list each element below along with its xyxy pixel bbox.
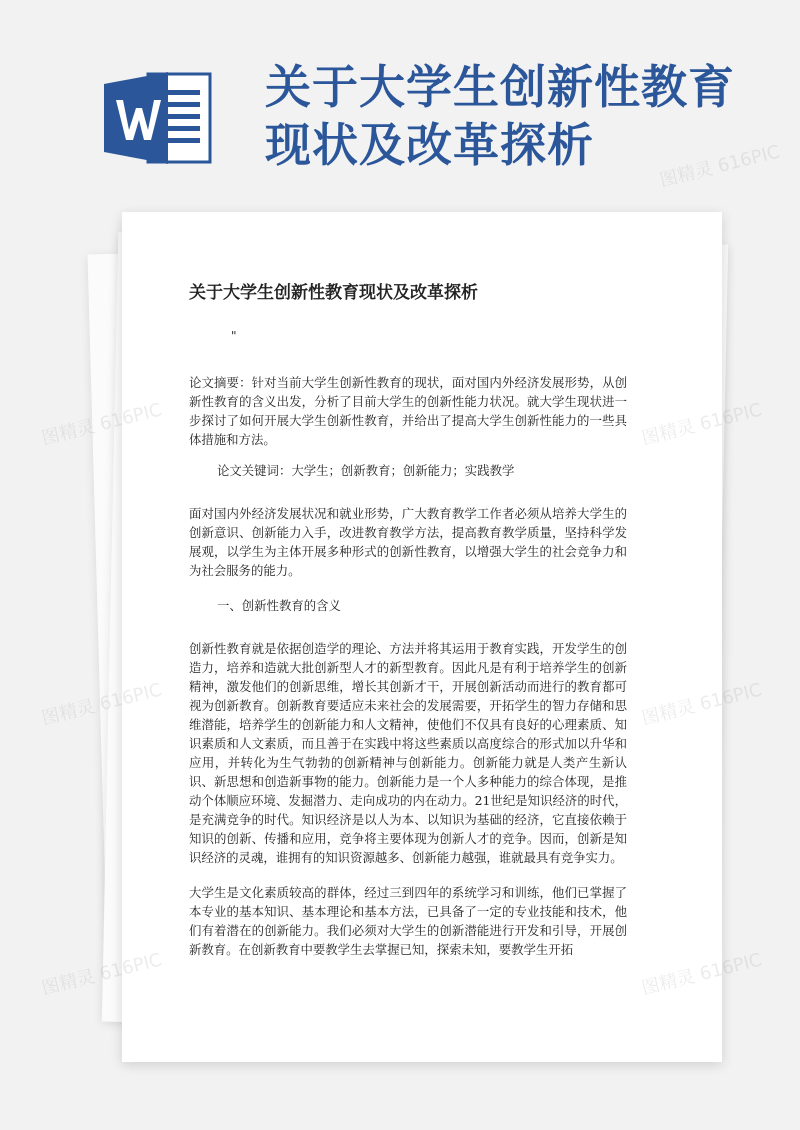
section-paragraph: 大学生是文化素质较高的群体，经过三到四年的系统学习和训练，他们已掌握了本专业的基本知识、基本理论和基本方法，已具备了一定的专业技能和技术，他们有着潜在的创新能力。我们必须对大学生的创新潜能进行开发和引导，开展创新教育。在创新教育中要教学生去掌握已知，探索未知，要教学生开拓 bbox=[189, 885, 627, 957]
watermark: 图精灵 bbox=[39, 416, 98, 450]
document-title: 关于大学生创新性教育现状及改革探析 bbox=[189, 283, 478, 303]
watermark: 616PIC bbox=[697, 949, 764, 986]
watermark: 616PIC bbox=[697, 399, 764, 436]
document-page bbox=[122, 212, 722, 1062]
abstract-paragraph: 论文摘要：针对当前大学生创新性教育的现状，面对国内外经济发展形势，从创新性教育的含义出发，分析了目前大学生的创新性能力状况。就大学生现状进一步探讨了如何开展大学生创新性教育，并给出了提高大学生创新性能力的一些具体措施和方法。 bbox=[189, 375, 627, 447]
intro-paragraph: 面对国内外经济发展状况和就业形势，广大教育教学工作者必须从培养大学生的创新意识、创新能力入手，改进教育教学方法，提高教育教学质量，坚持科学发展观，以学生为主体开展多种形式的创新性教育，以增强大学生的社会竞争力和为社会服务的能力。 bbox=[189, 506, 627, 578]
banner bbox=[0, 0, 800, 210]
watermark: 图精灵 bbox=[39, 696, 98, 730]
quote-mark: " bbox=[231, 329, 237, 343]
section-paragraph: 创新性教育就是依据创造学的理论、方法并将其运用于教育实践，开发学生的创造力，培养和造就大批创新型人才的新型教育。因此凡是有利于培养学生的创新精神，激发他们的创新思维，增长其创新才干，开展创新活动而进行的教育都可视为创新教育。创新教育要适应未来社会的发展需要，开拓学生的智力存储和思维潜能，培养学生的创新能力和人文精神，使他们不仅具有良好的心理素质、知识素质和人文素质，而且善于在实践中将这些素质以高度综合的形式加以升华和应用，并转化为生气勃勃的创新精神与创新能力。创新能力就是人类产生新认识、新思想和创造新事物的能力。创新能力是一个人多种能力的综合体现，是推动个体顺应环境、发掘潜力、走向成功的内在动力。21世纪是知识经济的时代，是充满竞争的时代。知识经济是以人为本、以知识为基础的经济，它直接依赖于知识的创新、传播和应用，竞争将主要体现为创新人才的竞争。因而，创新是知识经济的灵魂，谁拥有的知识资源越多、创新能力越强，谁就最具有竞争实力。 bbox=[189, 641, 627, 865]
watermark: 图精灵 bbox=[39, 966, 98, 1000]
keywords-line: 论文关键词：大学生；创新教育；创新能力；实践教学 bbox=[217, 463, 515, 478]
banner-title-line-1: 关于大学生创新性教育 bbox=[265, 60, 735, 114]
word-document-icon bbox=[100, 68, 220, 168]
section-heading: 一、创新性教育的含义 bbox=[217, 598, 341, 613]
banner-title-line-2: 现状及改革探析 bbox=[265, 118, 594, 172]
banner-title bbox=[265, 58, 785, 174]
watermark: 616PIC bbox=[697, 679, 764, 716]
watermark: 图精灵 616PIC bbox=[657, 141, 782, 192]
document-body bbox=[189, 279, 627, 975]
